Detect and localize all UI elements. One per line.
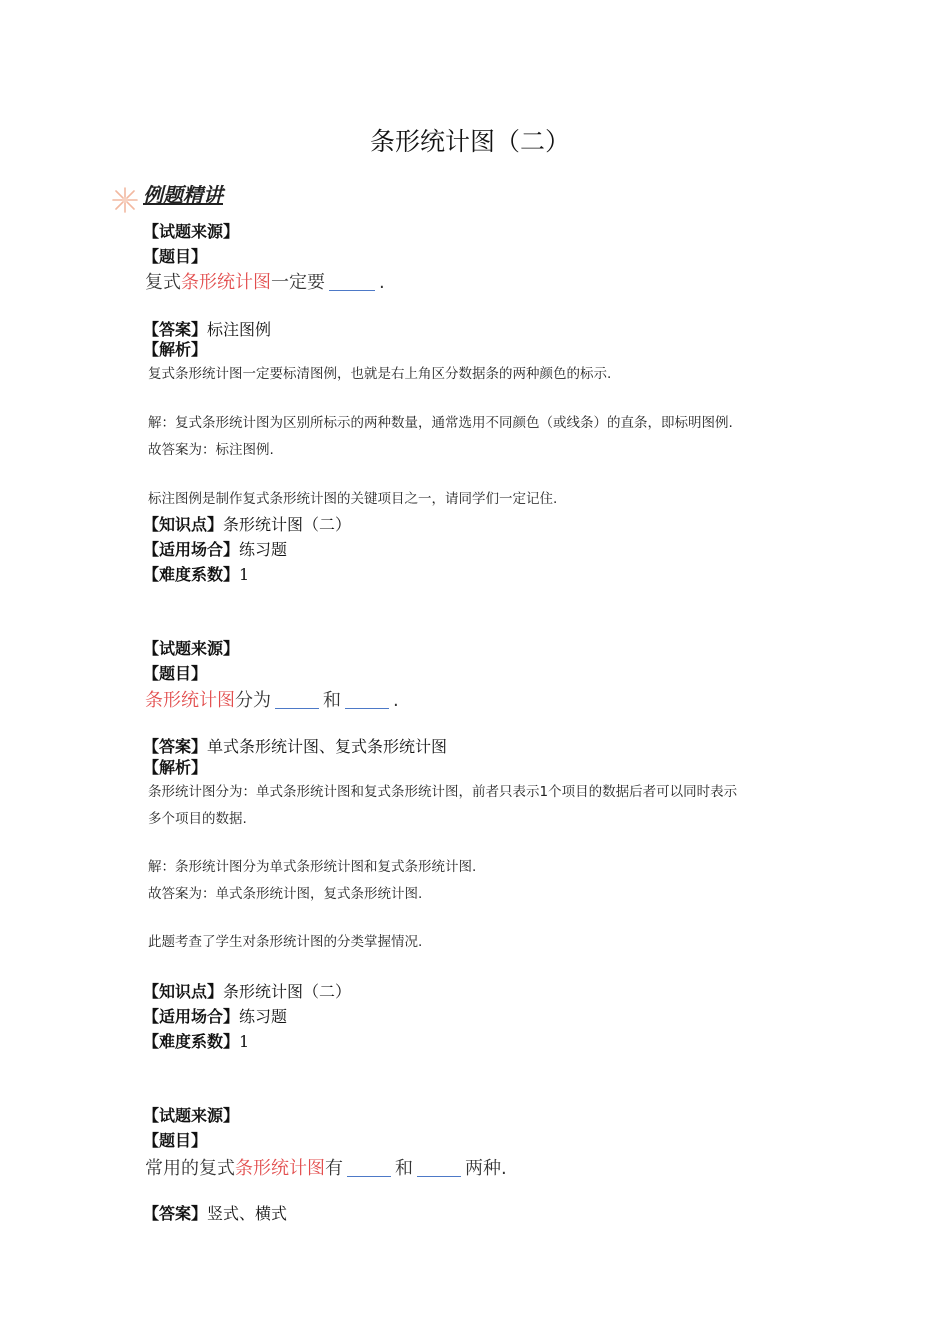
q1-analysis-line: 复式条形统计图一定要标清图例，也就是右上角区分数据条的两种颜色的标示. — [148, 366, 612, 382]
q3-answer — [143, 1201, 287, 1224]
q2-difficulty-label: 【难度系数】 — [143, 1032, 240, 1051]
q2-analysis-line: 多个项目的数据. — [148, 811, 247, 827]
q1-source-label: 【试题来源】 — [143, 222, 240, 241]
q2-mid1: 分为 — [235, 690, 271, 711]
q1-analysis-line: 解：复式条形统计图为区别所标示的两种数量，通常选用不同颜色（或线条）的直条，即标明图例. — [148, 415, 733, 431]
q1-difficulty — [143, 562, 249, 585]
q2-end: . — [393, 690, 399, 711]
q2-scenario-text: 练习题 — [239, 1007, 288, 1026]
q1-answer-text: 标注图例 — [207, 320, 272, 339]
q2-answer — [143, 734, 447, 757]
page-title: 条形统计图（二） — [369, 127, 570, 156]
q1-suffix: 一定要 — [271, 272, 325, 293]
q1-knowledge-text: 条形统计图（二） — [223, 515, 352, 534]
q2-mid2: 和 — [323, 690, 341, 711]
q1-difficulty-label: 【难度系数】 — [143, 565, 240, 584]
q2-knowledge-text: 条形统计图（二） — [223, 982, 352, 1001]
q1-scenario-label: 【适用场合】 — [143, 540, 240, 559]
q3-question-text — [145, 1154, 507, 1180]
q2-answer-text: 单式条形统计图、复式条形统计图 — [207, 737, 448, 756]
q3-highlight: 条形统计图 — [235, 1158, 325, 1179]
q2-analysis-line: 此题考查了学生对条形统计图的分类掌握情况. — [148, 934, 423, 950]
q3-end: 两种. — [465, 1158, 507, 1179]
q3-prefix: 常用的复式 — [145, 1158, 235, 1179]
q2-scenario — [143, 1004, 287, 1027]
q1-question-label: 【题目】 — [143, 247, 208, 266]
q1-blank — [329, 272, 375, 291]
q3-blank-2 — [417, 1158, 461, 1177]
q2-blank-1 — [275, 690, 319, 709]
q2-answer-label: 【答案】 — [143, 737, 208, 756]
q1-analysis-label: 【解析】 — [143, 340, 208, 359]
q2-analysis-label: 【解析】 — [143, 758, 208, 777]
q3-answer-label: 【答案】 — [143, 1204, 208, 1223]
q1-answer-label: 【答案】 — [143, 320, 208, 339]
q1-highlight: 条形统计图 — [181, 272, 271, 293]
q2-blank-2 — [345, 690, 389, 709]
q1-knowledge — [143, 512, 351, 535]
q2-source-label: 【试题来源】 — [143, 639, 240, 658]
q2-knowledge-label: 【知识点】 — [143, 982, 224, 1001]
q1-end: . — [379, 272, 385, 293]
q1-difficulty-text: 1 — [239, 565, 250, 584]
q1-prefix: 复式 — [145, 272, 181, 293]
q2-analysis-line: 故答案为：单式条形统计图，复式条形统计图. — [148, 886, 423, 902]
q2-difficulty — [143, 1029, 249, 1052]
q3-source-label: 【试题来源】 — [143, 1106, 240, 1125]
q2-scenario-label: 【适用场合】 — [143, 1007, 240, 1026]
q2-question-text — [145, 686, 399, 712]
q2-analysis-line: 条形统计图分为：单式条形统计图和复式条形统计图，前者只表示1个项目的数据后者可以同时表示 — [148, 784, 738, 800]
q2-difficulty-text: 1 — [239, 1032, 250, 1051]
section-heading: 例题精讲 — [143, 183, 223, 207]
q3-blank-1 — [347, 1158, 391, 1177]
q3-answer-text: 竖式、横式 — [207, 1204, 288, 1223]
q2-analysis-line: 解：条形统计图分为单式条形统计图和复式条形统计图. — [148, 859, 477, 875]
q1-analysis-line: 故答案为：标注图例. — [148, 442, 274, 458]
q1-knowledge-label: 【知识点】 — [143, 515, 224, 534]
q3-mid2: 和 — [395, 1158, 413, 1179]
q1-analysis-line: 标注图例是制作复式条形统计图的关键项目之一，请同学们一定记住. — [148, 491, 558, 507]
q2-highlight: 条形统计图 — [145, 690, 235, 711]
q2-knowledge — [143, 979, 351, 1002]
q3-question-label: 【题目】 — [143, 1131, 208, 1150]
sparkle-icon — [111, 186, 139, 214]
q1-scenario — [143, 537, 287, 560]
q1-question-text — [145, 268, 385, 294]
q2-question-label: 【题目】 — [143, 664, 208, 683]
q3-mid1: 有 — [325, 1158, 343, 1179]
q1-scenario-text: 练习题 — [239, 540, 288, 559]
